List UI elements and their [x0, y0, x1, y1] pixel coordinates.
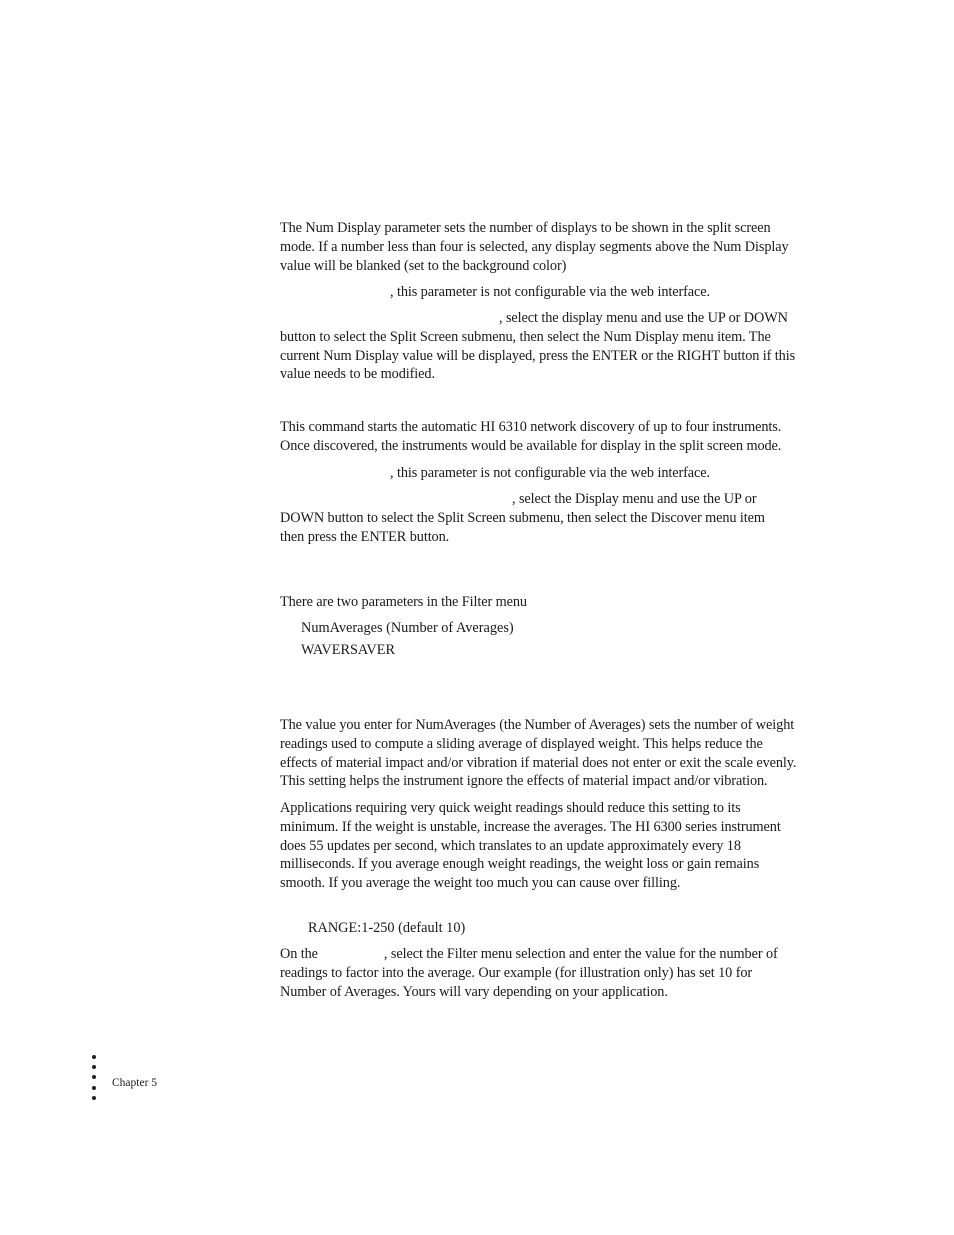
num-averages-range: RANGE:1-250 (default 10) — [308, 920, 466, 936]
text-line: minimum. If the weight is unstable, increase the averages. The HI 6300 series instrument — [280, 818, 781, 835]
text-line: readings used to compute a sliding average of displayed weight. This helps reduce the — [280, 735, 763, 752]
text-line: mode. If a number less than four is selected, any display segments above the Num Display — [280, 238, 789, 255]
num-display-description — [280, 219, 816, 275]
text-line: , select the display menu and use the UP or DOWN — [499, 310, 788, 326]
num-display-web-note — [280, 283, 816, 302]
num-averages-description — [280, 716, 816, 791]
web-prefix: On the — [280, 946, 318, 962]
dot — [92, 1055, 96, 1059]
num-averages-web-instructions — [280, 945, 816, 1001]
filter-item-waversaver: WAVERSAVER — [301, 642, 396, 658]
num-averages-applications — [280, 799, 816, 893]
text-line: button to select the Split Screen submenu, then select the Num Display menu item. The — [280, 328, 771, 345]
text-line: then press the ENTER button. — [280, 528, 450, 545]
text-line: DOWN button to select the Split Screen submenu, then select the Discover menu item — [280, 509, 765, 526]
dot — [92, 1096, 96, 1100]
text-line: current Num Display value will be displayed, press the ENTER or the RIGHT button if this — [280, 347, 796, 364]
text-line: The Num Display parameter sets the number of displays to be shown in the split screen — [280, 220, 771, 236]
dot — [92, 1065, 96, 1069]
web-suffix: , select the Filter menu selection and enter the value for the number of — [383, 946, 778, 962]
text-line: There are two parameters in the Filter menu — [280, 594, 527, 610]
num-display-front-panel — [280, 309, 816, 384]
margin-dots-decoration — [92, 1055, 98, 1106]
discover-web-note — [280, 464, 816, 483]
discover-description — [280, 418, 816, 456]
text-line — [280, 945, 816, 964]
filter-item-numaverages: NumAverages (Number of Averages) — [301, 620, 514, 636]
text-line: Number of Averages. Yours will vary depending on your application. — [280, 983, 668, 1000]
text-line: , select the Display menu and use the UP or — [512, 491, 757, 507]
text-line: readings to factor into the average. Our example (for illustration only) has set 10 for — [280, 964, 753, 981]
chapter-label: Chapter 5 — [112, 1077, 158, 1089]
text-line: effects of material impact and/or vibration if material does not enter or exit the scale evenly. — [280, 754, 797, 771]
discover-front-panel — [280, 490, 816, 546]
text-line: value will be blanked (set to the background color) — [280, 257, 567, 274]
text-line: , this parameter is not configurable via the web interface. — [390, 465, 711, 481]
text-line: does 55 updates per second, which translates to an update approximately every 18 — [280, 837, 741, 854]
text-line: Applications requiring very quick weight readings should reduce this setting to its — [280, 800, 741, 816]
text-line: Once discovered, the instruments would be available for display in the split screen mode. — [280, 437, 782, 454]
filter-intro — [280, 593, 816, 612]
text-line: value needs to be modified. — [280, 366, 435, 383]
text-line: smooth. If you average the weight too much you can cause over filling. — [280, 875, 681, 892]
text-line: , this parameter is not configurable via the web interface. — [390, 284, 711, 300]
text-line: The value you enter for NumAverages (the Number of Averages) sets the number of weight — [280, 717, 795, 733]
text-line: This setting helps the instrument ignore the effects of material impact and/or vibration. — [280, 773, 768, 790]
dot — [92, 1086, 96, 1090]
text-line: milliseconds. If you average enough weight readings, the weight loss or gain remains — [280, 856, 760, 873]
text-line: This command starts the automatic HI 6310 network discovery of up to four instruments. — [280, 419, 782, 435]
dot — [92, 1075, 96, 1079]
